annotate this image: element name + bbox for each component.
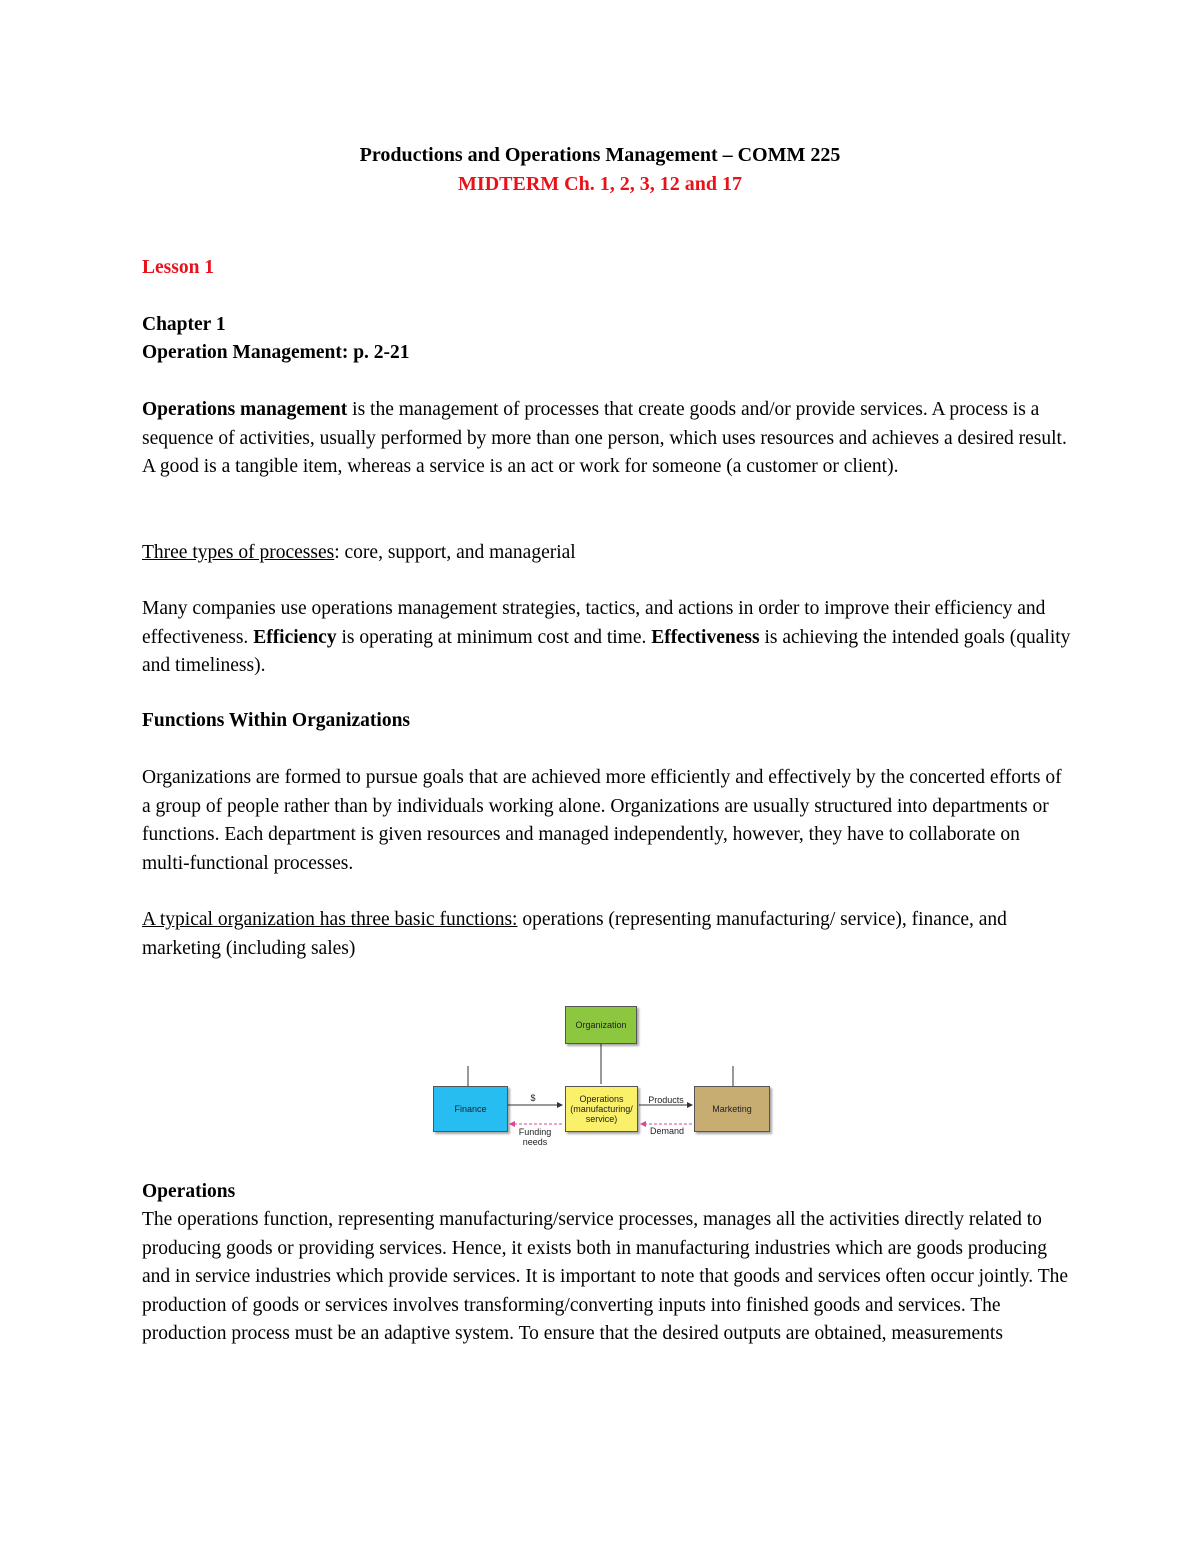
underlined-phrase: A typical organization has three basic functions:	[142, 909, 518, 930]
lesson-heading	[142, 254, 1072, 283]
section-heading	[142, 339, 1072, 368]
document-title: Productions and Operations Management – COMM 225	[359, 144, 841, 166]
section-label: Operation Management: p. 2-21	[142, 342, 410, 363]
demand-label: Demand	[649, 1126, 685, 1136]
functions-heading	[142, 707, 1072, 736]
products-label: Products	[648, 1095, 684, 1105]
organization-box: Organization	[565, 1006, 637, 1044]
document-subtitle: MIDTERM Ch. 1, 2, 3, 12 and 17	[458, 173, 742, 195]
term-effectiveness: Effectiveness	[651, 626, 760, 648]
finance-box: Finance	[433, 1086, 508, 1132]
paragraph-organizations: Organizations are formed to pursue goals that are achieved more efficiently and effectively by the concerted efforts of a group of people rather than by individuals working alone. Organizations are usually structured into departments or functions. Each department is given resources and managed independently, however, they have to collaborate on multi-functional processes.	[142, 767, 1062, 874]
paragraph-text: : core, support, and managerial	[334, 542, 576, 563]
underlined-phrase: Three types of processes	[142, 542, 335, 563]
paragraph-text: Many companies use operations management strategies, tactics, and actions in order to improve their efficiency and effectiveness.	[142, 598, 1046, 648]
money-label: $	[530, 1093, 536, 1103]
paragraph-text: operations (representing manufacturing/ service), finance, and marketing (including sales)	[142, 909, 1007, 959]
paragraph-efficiency	[142, 595, 1072, 681]
paragraph-basic-functions	[142, 906, 1072, 963]
chapter-label: Chapter 1	[142, 314, 226, 335]
operations-heading-text: Operations	[142, 1181, 236, 1202]
functions-heading-text: Functions Within Organizations	[142, 710, 411, 731]
paragraph-operations-management	[142, 396, 1072, 482]
paragraph-process-types	[142, 539, 1072, 568]
organization-functions-diagram	[432, 1004, 772, 1156]
paragraph-text: is achieving the intended goals (quality and timeliness).	[142, 626, 1071, 676]
chapter-heading	[142, 311, 1072, 340]
operations-heading	[142, 1178, 1072, 1207]
operations-box: Operations (manufacturing/ service)	[565, 1086, 638, 1132]
paragraph-text: is operating at minimum cost and time.	[336, 626, 652, 648]
funding-needs-label: Funding needs	[518, 1127, 552, 1147]
lesson-label: Lesson 1	[142, 257, 215, 278]
marketing-box: Marketing	[694, 1086, 770, 1132]
paragraph-operations-function: The operations function, representing manufacturing/service processes, manages all the activities directly related to producing goods or providing services. Hence, it exists both in manufacturing industries which are goods producing and in service industries which provide services. It is important to note that goods and services often occur jointly. The production of goods or services involves transforming/converting inputs into finished goods and services. The production process must be an adaptive system. To ensure that the desired outputs are obtained, measurements	[142, 1209, 1069, 1344]
term-operations-management: Operations management	[142, 399, 348, 420]
paragraph-text: is the management of processes that create goods and/or provide services. A process is a sequence of activities, usually performed by more than one person, which uses resources and achieves a desired result. A good is a tangible item, whereas a service is an act or work for someone (a customer or client).	[142, 399, 1067, 477]
term-efficiency: Efficiency	[253, 626, 337, 648]
